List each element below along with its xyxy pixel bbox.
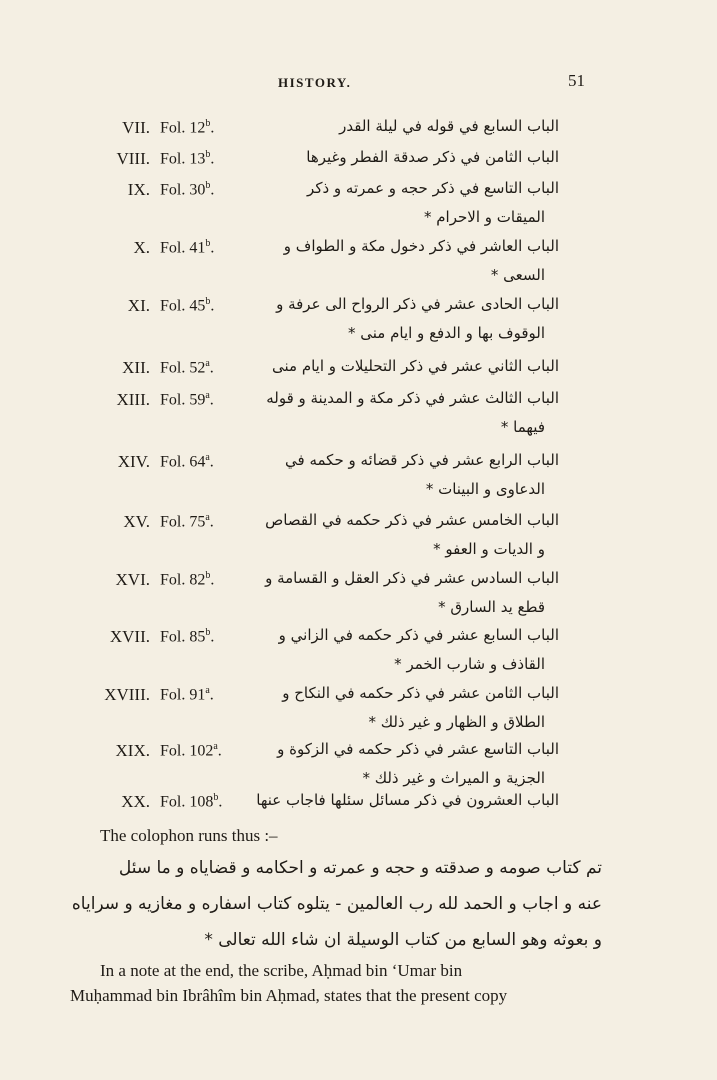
folio-dot: . — [210, 150, 215, 168]
chapter-entry — [0, 180, 717, 240]
folio-side: b — [205, 238, 211, 249]
note-line: In a note at the end, the scribe, Aḥmad bin ʻUmar bin — [100, 961, 463, 980]
folio-reference — [160, 358, 214, 377]
chapter-title-arabic — [229, 679, 559, 737]
folio-side: b — [213, 792, 219, 803]
chapter-title-arabic — [229, 384, 559, 442]
chapter-title-line: الميقات و الاحرام * — [424, 208, 545, 226]
chapter-title-arabic — [229, 621, 559, 679]
folio-dot: . — [217, 742, 222, 760]
chapter-title-arabic — [229, 143, 559, 172]
folio-side: b — [205, 296, 211, 307]
folio-dot: . — [209, 686, 214, 704]
folio-number: Fol. 59 — [160, 391, 206, 409]
folio-reference — [160, 390, 214, 409]
chapter-title-line: الباب الرابع عشر في ذكر قضائه و حكمه في — [285, 451, 559, 469]
folio-side: b — [205, 149, 211, 160]
folio-dot: . — [210, 297, 215, 315]
folio-number: Fol. 85 — [160, 628, 206, 646]
chapter-number: XVII. — [109, 627, 150, 646]
chapter-entry — [0, 296, 717, 356]
folio-number: Fol. 12 — [160, 119, 206, 137]
folio-side: a — [205, 685, 210, 696]
chapter-entry — [0, 452, 717, 512]
chapter-title-line: الباب العاشر في ذكر دخول مكة و الطواف و — [283, 237, 559, 255]
folio-side: a — [205, 512, 210, 523]
folio-number: Fol. 75 — [160, 513, 206, 531]
folio-reference — [160, 118, 214, 137]
chapter-title-line: الباب العشرون في ذكر مسائل سئلها فاجاب عنها — [256, 791, 559, 809]
folio-number: Fol. 52 — [160, 359, 206, 377]
chapter-number: X. — [133, 238, 150, 257]
chapter-entry — [0, 238, 717, 298]
folio-side: a — [205, 452, 210, 463]
chapter-title-arabic — [229, 112, 559, 141]
chapter-title-arabic — [229, 232, 559, 290]
folio-reference — [160, 238, 214, 257]
folio-dot: . — [218, 793, 223, 811]
chapter-title-line: الباب التاسع في ذكر حجه و عمرته و ذكر — [307, 179, 559, 197]
chapter-title-line: الجزية و الميراث و غير ذلك * — [362, 769, 545, 787]
chapter-title-line: الباب الثالث عشر في ذكر مكة و المدينة و قوله — [266, 389, 559, 407]
folio-dot: . — [209, 513, 214, 531]
folio-reference — [160, 180, 214, 199]
folio-dot: . — [210, 239, 215, 257]
folio-reference — [160, 452, 214, 471]
folio-side: b — [205, 180, 211, 191]
chapter-title-line: الباب الخامس عشر في ذكر حكمه في القصاص — [265, 511, 559, 529]
chapter-entry — [0, 390, 717, 450]
chapter-number: XIV. — [117, 452, 150, 471]
chapter-number: XIII. — [116, 390, 150, 409]
folio-number: Fol. 41 — [160, 239, 206, 257]
chapter-number: XX. — [121, 792, 150, 811]
chapter-title-line: القاذف و شارب الخمر * — [394, 655, 545, 673]
page-number: 51 — [568, 71, 585, 90]
folio-dot: . — [209, 453, 214, 471]
chapter-number: VII. — [122, 118, 150, 137]
chapter-number: XII. — [122, 358, 150, 377]
folio-number: Fol. 30 — [160, 181, 206, 199]
chapter-title-arabic — [229, 564, 559, 622]
folio-number: Fol. 91 — [160, 686, 206, 704]
folio-reference — [160, 741, 222, 760]
colophon-line: تم كتاب صومه و صدقته و حجه و عمرته و احكامه و قضاياه و ما سئل — [118, 858, 602, 878]
folio-dot: . — [210, 119, 215, 137]
folio-dot: . — [209, 359, 214, 377]
scribe-note — [70, 958, 600, 1008]
folio-reference — [160, 792, 222, 811]
chapter-title-line: الباب السابع في قوله في ليلة القدر — [339, 117, 559, 135]
page-title: HISTORY. — [278, 75, 352, 90]
colophon-intro: The colophon runs thus :– — [100, 826, 278, 845]
chapter-title-line: الباب الثاني عشر في ذكر التحليلات و ايام منى — [271, 357, 559, 375]
chapter-title-line: الباب الثامن عشر في ذكر حكمه في النكاح و — [282, 684, 559, 702]
chapter-number: XVI. — [115, 570, 150, 589]
chapter-title-line: و الديات و العفو * — [433, 540, 545, 558]
chapter-title-arabic — [229, 506, 559, 564]
chapter-title-line: قطع يد السارق * — [438, 598, 545, 616]
chapter-title-arabic — [229, 352, 559, 381]
chapter-title-arabic — [229, 290, 559, 348]
folio-dot: . — [210, 628, 215, 646]
folio-reference — [160, 296, 214, 315]
chapter-number: XI. — [127, 296, 150, 315]
folio-number: Fol. 64 — [160, 453, 206, 471]
folio-dot: . — [209, 391, 214, 409]
chapter-title-line: الباب السادس عشر في ذكر العقل و القسامة و — [265, 569, 559, 587]
chapter-title-line: الباب التاسع عشر في ذكر حكمه في الزكوة و — [277, 740, 559, 758]
folio-side: b — [205, 570, 211, 581]
chapter-title-line: الباب السابع عشر في ذكر حكمه في الزاني و — [278, 626, 559, 644]
folio-side: a — [205, 358, 210, 369]
chapter-number: XIX. — [115, 741, 150, 760]
chapter-title-line: الباب الحادى عشر في ذكر الرواح الى عرفة و — [276, 295, 559, 313]
chapter-title-arabic — [229, 174, 559, 232]
chapter-title-line: فيهما * — [500, 418, 545, 436]
folio-reference — [160, 512, 214, 531]
chapter-number: XV. — [123, 512, 150, 531]
folio-side: b — [205, 627, 211, 638]
folio-number: Fol. 82 — [160, 571, 206, 589]
chapter-title-arabic — [229, 446, 559, 504]
chapter-entry — [0, 512, 717, 572]
folio-side: a — [205, 390, 210, 401]
chapter-entry — [0, 627, 717, 687]
folio-number: Fol. 13 — [160, 150, 206, 168]
folio-reference — [160, 570, 214, 589]
chapter-number: VIII. — [116, 149, 150, 168]
note-line: Muḥammad bin Ibrâhîm bin Aḥmad, states that the present copy — [70, 986, 508, 1005]
folio-number: Fol. 108 — [160, 793, 214, 811]
folio-side: b — [205, 118, 211, 129]
folio-number: Fol. 45 — [160, 297, 206, 315]
chapter-number: IX. — [127, 180, 150, 199]
chapter-title-line: الوقوف بها و الدفع و ايام منى * — [347, 324, 545, 342]
chapter-title-line: الدعاوى و البينات * — [425, 480, 545, 498]
folio-reference — [160, 627, 214, 646]
folio-reference — [160, 685, 214, 704]
folio-side: a — [213, 741, 218, 752]
chapter-title-line: الباب الثامن في ذكر صدقة الفطر وغيرها — [306, 148, 559, 166]
folio-dot: . — [210, 181, 215, 199]
folio-number: Fol. 102 — [160, 742, 214, 760]
folio-reference — [160, 149, 214, 168]
chapter-title-line: الطلاق و الظهار و غير ذلك * — [368, 713, 545, 731]
colophon-line: عنه و اجاب و الحمد لله رب العالمين - يتلوه كتاب اسفاره و مغازيه و سراياه — [71, 894, 602, 914]
colophon-line: و بعوثه وهو السابع من كتاب الوسيلة ان شاء الله تعالى * — [204, 930, 602, 950]
chapter-number: XVIII. — [104, 685, 150, 704]
folio-dot: . — [210, 571, 215, 589]
chapter-title-arabic — [229, 786, 559, 815]
chapter-title-arabic — [229, 735, 559, 793]
colophon-text — [62, 850, 602, 958]
chapter-title-line: السعى * — [490, 266, 545, 284]
